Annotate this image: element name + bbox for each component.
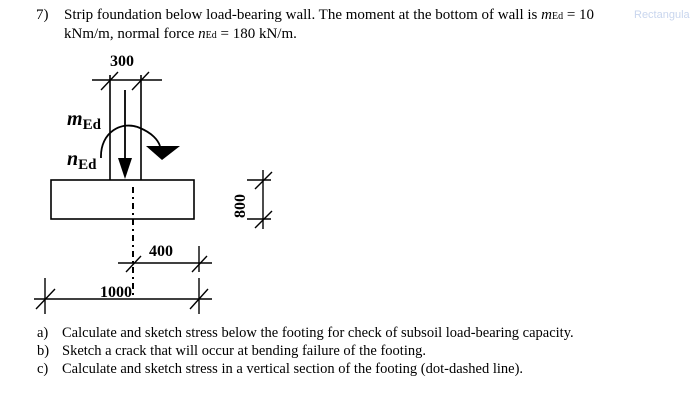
- problem-line1-text: Strip foundation below load-bearing wall. The moment at the bottom of wall is: [64, 7, 542, 23]
- force-label-symbol: n: [67, 148, 79, 170]
- task-letter: a): [37, 325, 49, 341]
- task-text: Calculate and sketch stress in a vertical section of the footing (dot-dashed line).: [62, 361, 524, 377]
- watermark-text: Rectangula: [634, 9, 690, 21]
- footing: [51, 180, 194, 219]
- height-label: 800: [232, 194, 249, 218]
- force-subscript: Ed: [205, 30, 217, 41]
- force-label: [67, 148, 97, 173]
- moment-label: [67, 108, 102, 133]
- normal-force-arrow: [118, 90, 132, 179]
- task-letter: c): [37, 361, 49, 377]
- problem-line2-text: kNm/m, normal force: [64, 26, 199, 42]
- force-symbol: n: [198, 26, 206, 42]
- footing-width-label: 1000: [100, 284, 132, 301]
- height-dimension: [247, 170, 272, 229]
- task-text: Calculate and sketch stress below the footing for check of subsoil load-bearing capacity.: [62, 325, 574, 341]
- wall-width-dimension: [92, 72, 162, 90]
- force-label-subscript: Ed: [78, 157, 97, 173]
- moment-symbol: m: [541, 7, 552, 23]
- moment-subscript: Ed: [551, 11, 564, 22]
- force-value: = 180 kN/m.: [216, 26, 297, 42]
- task-text: Sketch a crack that will occur at bending failure of the footing.: [62, 343, 426, 359]
- moment-value: = 10: [563, 7, 595, 23]
- wall-width-label: 300: [110, 53, 134, 70]
- problem-number: 7): [36, 7, 49, 23]
- half-width-label: 400: [149, 243, 173, 260]
- moment-label-subscript: Ed: [82, 117, 101, 133]
- task-letter: b): [37, 343, 50, 359]
- moment-label-symbol: m: [67, 108, 83, 130]
